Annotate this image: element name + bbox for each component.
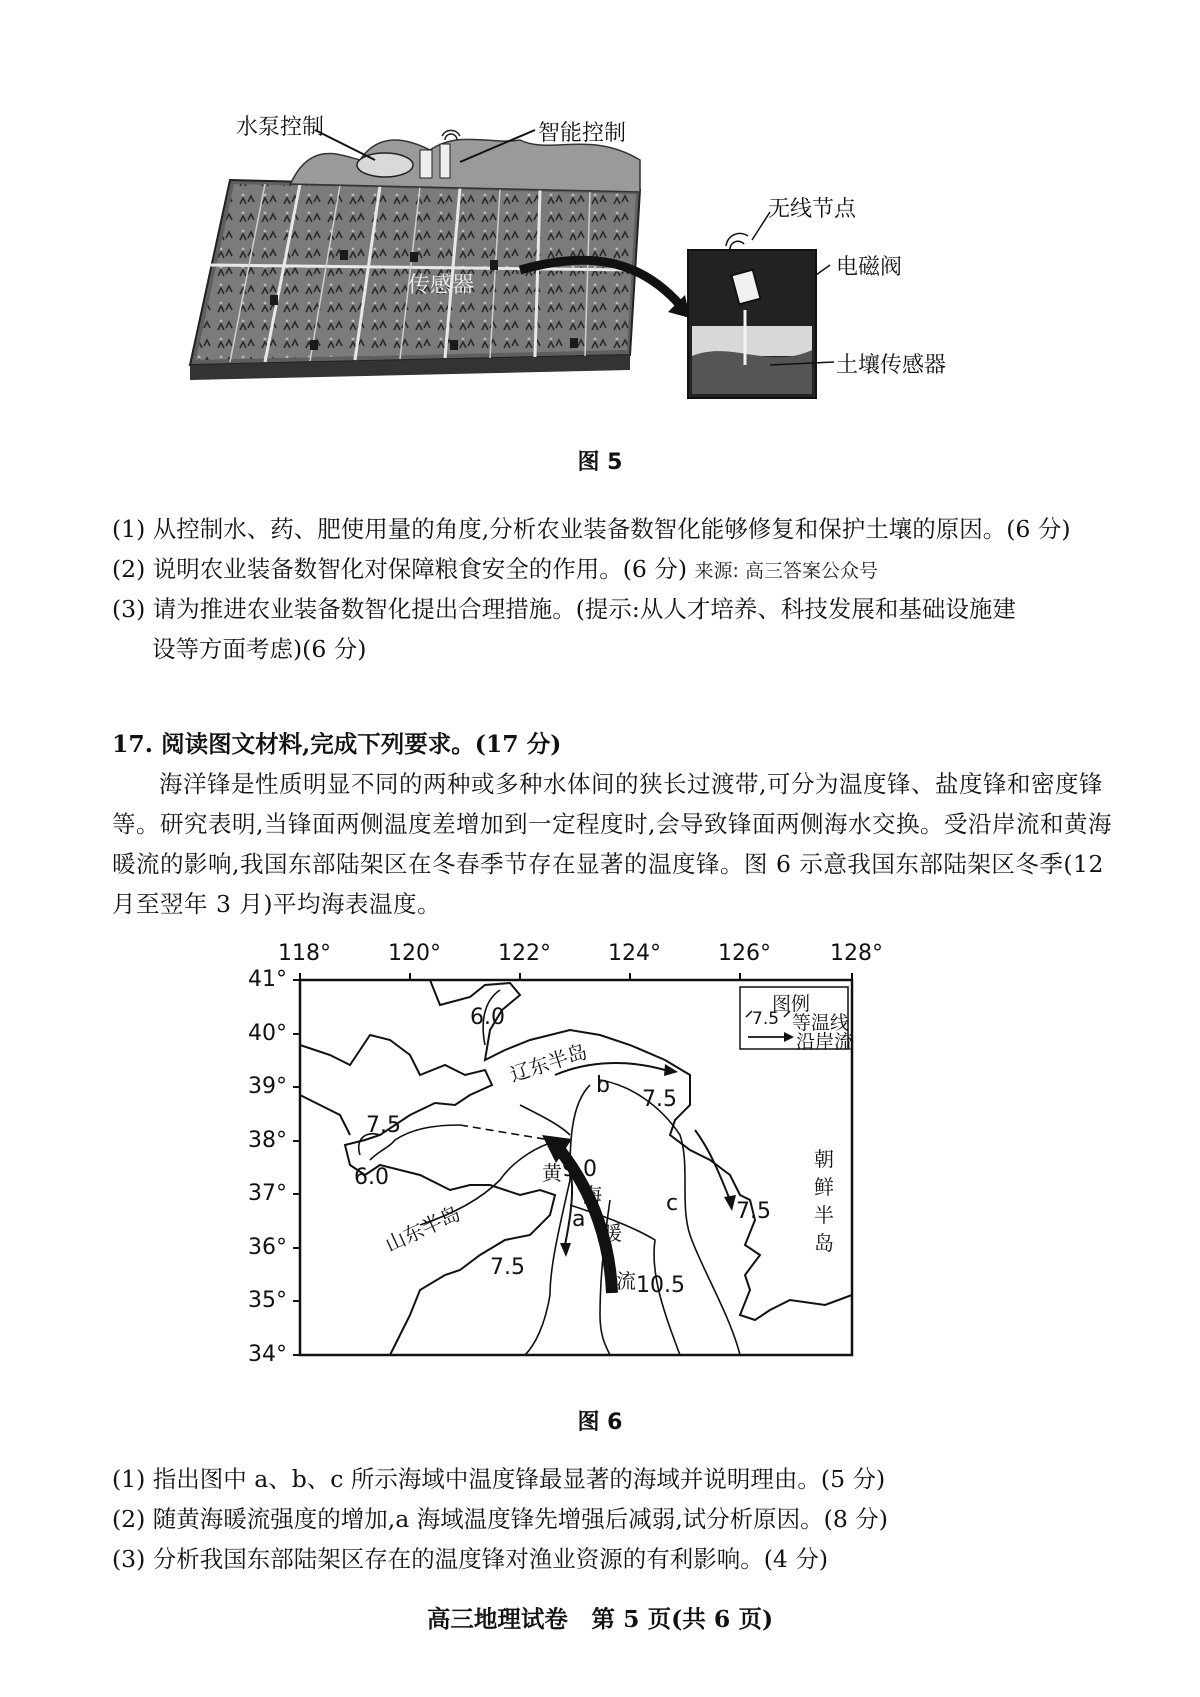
- q16-item-3: (3) 请为推进农业装备数智化提出合理措施。(提示:从人才培养、科技发展和基础设施建: [112, 595, 1016, 623]
- q17-item-3: (3) 分析我国东部陆架区存在的温度锋对渔业资源的有利影响。(4 分): [112, 1545, 829, 1573]
- region-label-a: a: [572, 1207, 586, 1232]
- lat-tick-38: 38°: [248, 1128, 287, 1153]
- figure-5: [170, 100, 1050, 430]
- isotherm-label: 9.0: [562, 1157, 597, 1182]
- lat-tick-39: 39°: [248, 1074, 287, 1099]
- region-label-b: b: [596, 1073, 610, 1098]
- legend-isotherm: 等温线: [792, 1012, 850, 1034]
- page-footer: 高三地理试卷 第 5 页(共 6 页): [426, 1605, 774, 1633]
- legend-isotherm-sample: 7.5: [752, 1009, 780, 1029]
- current-char-1: 黄: [542, 1161, 562, 1185]
- q16-item-2: [112, 552, 878, 588]
- lon-tick-122: 122°: [498, 941, 551, 966]
- lat-tick-37: 37°: [248, 1181, 287, 1206]
- q17-paragraph: 海洋锋是性质明显不同的两种或多种水体间的狭长过渡带,可分为温度锋、盐度锋和密度锋等。研究表明,当锋面两侧温度差增加到一定程度时,会导致锋面两侧海水交换。受沿岸流和黄海暖流的影响,我国东部陆架区在冬春季节存在显著的温度锋。图 6 示意我国东部陆架区冬季(12 月至翌年 3 月)平均海表温度。: [112, 770, 1112, 918]
- label-sensor: 传感器: [408, 273, 475, 298]
- farm-illustration: [170, 100, 1050, 430]
- isotherm-label: 6.0: [470, 1005, 505, 1030]
- isotherm-label: 6.0: [354, 1165, 389, 1190]
- lat-tick-41: 41°: [248, 967, 287, 992]
- figure-6-caption: 图 6: [577, 1410, 623, 1435]
- place-korea: 朝鲜半岛: [814, 1147, 834, 1255]
- q16-item-1: (1) 从控制水、药、肥使用量的角度,分析农业装备数智化能够修复和保护土壤的原因。(6 分): [112, 515, 1071, 543]
- isotherm-label: 7.5: [736, 1199, 771, 1224]
- figure-6: [248, 935, 910, 1395]
- place-liaodong: 辽东半岛: [506, 1039, 591, 1087]
- label-pump-control: 水泵控制: [236, 115, 325, 140]
- region-label-c: c: [666, 1191, 679, 1216]
- figure-5-caption: 图 5: [577, 450, 623, 475]
- q17-title: 17. 阅读图文材料,完成下列要求。(17 分): [112, 730, 562, 758]
- lon-tick-126: 126°: [718, 941, 771, 966]
- lat-tick-34: 34°: [248, 1342, 287, 1367]
- isotherm-label: 10.5: [636, 1273, 685, 1298]
- q17-item-2: (2) 随黄海暖流强度的增加,a 海域温度锋先增强后减弱,试分析原因。(8 分): [112, 1505, 888, 1533]
- lon-tick-120: 120°: [388, 941, 441, 966]
- q16-item-3-cont: 设等方面考虑)(6 分): [152, 635, 367, 663]
- label-soil-sensor: 土壤传感器: [836, 353, 947, 378]
- isotherm-label: 7.5: [366, 1113, 401, 1138]
- label-solenoid-valve: 电磁阀: [836, 255, 903, 280]
- lat-tick-40: 40°: [248, 1021, 287, 1046]
- current-char-3: 暖: [602, 1221, 622, 1245]
- label-wireless-node: 无线节点: [768, 197, 857, 222]
- q17-item-1: (1) 指出图中 a、b、c 所示海域中温度锋最显著的海域并说明理由。(5 分): [112, 1465, 886, 1493]
- isotherm-label: 7.5: [642, 1087, 677, 1112]
- isotherm-label: 7.5: [490, 1255, 525, 1280]
- current-char-2: 海: [582, 1183, 602, 1207]
- current-char-4: 流: [616, 1269, 636, 1293]
- legend-title: 图例: [772, 993, 811, 1015]
- lon-tick-128: 128°: [830, 941, 883, 966]
- lon-tick-118: 118°: [278, 941, 331, 966]
- q16-item-2-text: (2) 说明农业装备数智化对保障粮食安全的作用。(6 分): [112, 555, 688, 583]
- legend-current: 沿岸流: [796, 1031, 854, 1053]
- lat-tick-35: 35°: [248, 1288, 287, 1313]
- source-note: 来源: 高三答案公众号: [694, 560, 878, 582]
- label-smart-control: 智能控制: [538, 121, 627, 146]
- place-shandong: 山东半岛: [381, 1201, 464, 1257]
- lat-tick-36: 36°: [248, 1235, 287, 1260]
- lon-tick-124: 124°: [608, 941, 661, 966]
